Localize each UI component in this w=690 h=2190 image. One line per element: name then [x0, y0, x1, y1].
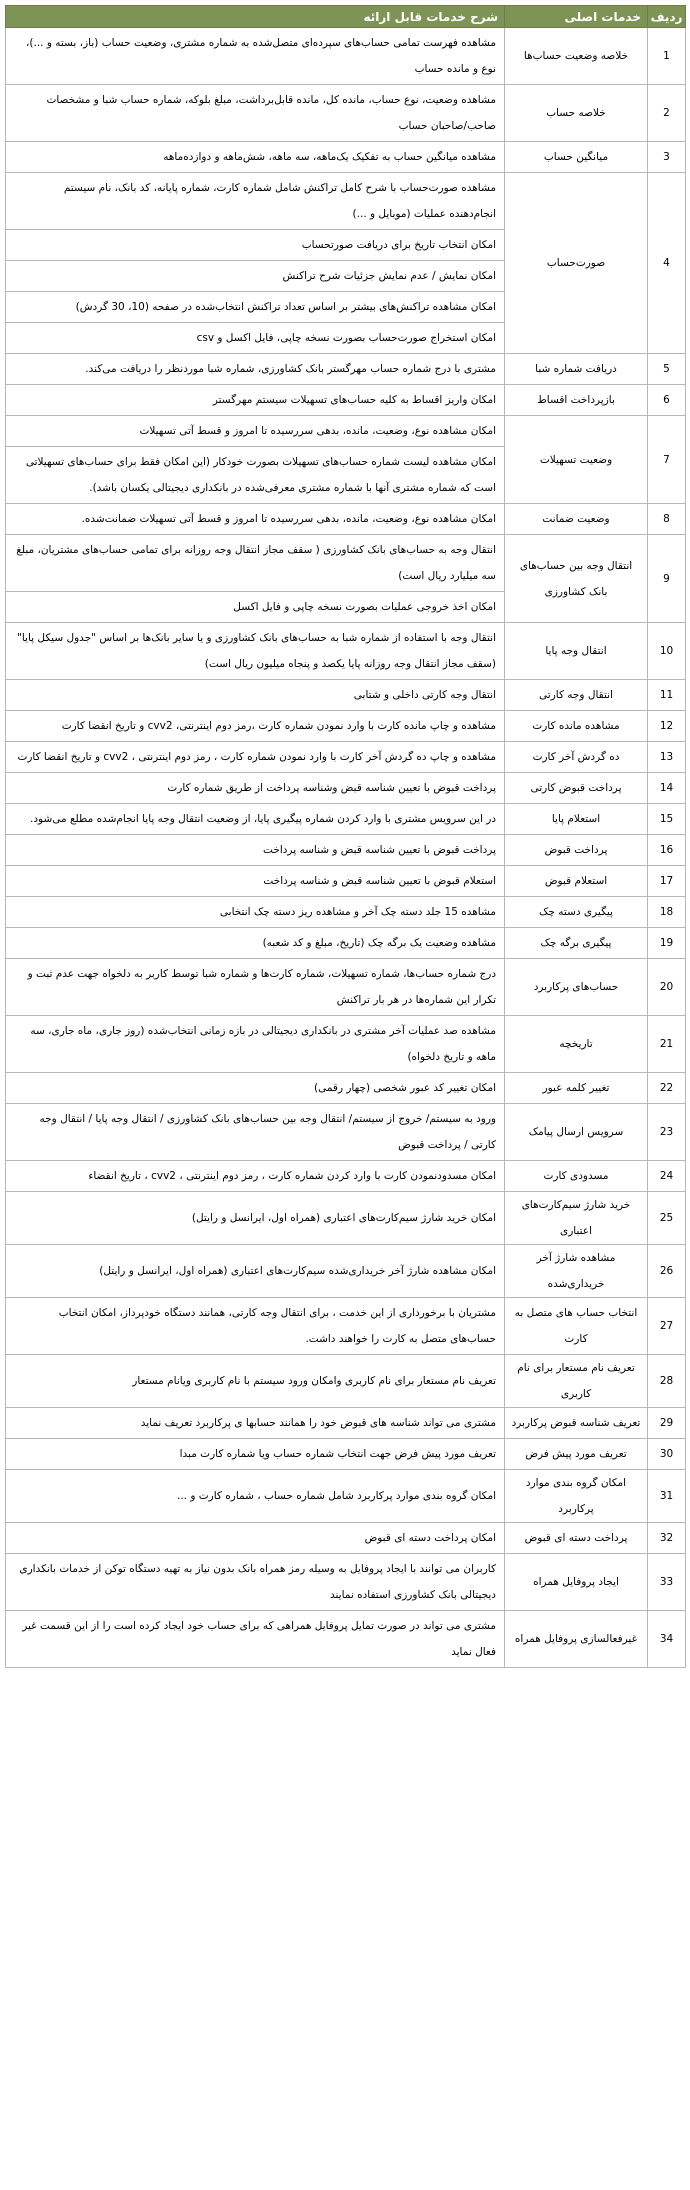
service-name: تغییر کلمه عبور: [505, 1073, 648, 1104]
table-row: [6, 173, 686, 230]
service-description: مشاهده فهرست تمامی حساب‌های سپرده‌ای متصل‌شده به شماره مشتری، وضعیت حساب (باز، بسته و ...)، نوع و مانده حساب: [6, 28, 505, 85]
table-row: [6, 504, 686, 535]
table-row: [6, 680, 686, 711]
service-description: مشاهده 15 جلد دسته چک آخر و مشاهده ریز دسته چک انتخابی: [6, 897, 505, 928]
service-description: مشاهده و چاپ مانده کارت با وارد نمودن شماره کارت ،رمز دوم اینترنتی، cvv2 و تاریخ انقضا کارت: [6, 711, 505, 742]
row-index: 2: [648, 85, 686, 142]
service-description: درج شماره حساب‌ها، شماره تسهیلات، شماره کارت‌ها و شماره شبا توسط کاربر به دلخواه جهت عدم ثبت و تکرار این شماره‌ها در هر بار تراکنش: [6, 959, 505, 1016]
service-description: مشاهده صورت‌حساب با شرح کامل تراکنش شامل شماره کارت، شماره پایانه، کد بانک، نام سیستم انجام‌دهنده عملیات (موبایل و ...): [6, 173, 505, 230]
service-name: دریافت شماره شبا: [505, 354, 648, 385]
row-index: 7: [648, 416, 686, 504]
service-description: انتقال وجه کارتی داخلی و شتابی: [6, 680, 505, 711]
service-description: امکان انتخاب تاریخ برای دریافت صورتحساب: [6, 230, 505, 261]
service-description: انتقال وجه به حساب‌های بانک کشاورزی ( سقف مجاز انتقال وجه روزانه برای تمامی حساب‌های مشتریان، مبلغ سه میلیارد ریال است): [6, 535, 505, 592]
service-name: وضعیت ضمانت: [505, 504, 648, 535]
table-row: [6, 142, 686, 173]
table-row: [6, 1470, 686, 1523]
service-description: امکان اخذ خروجی عملیات بصورت نسخه چاپی و فایل اکسل: [6, 592, 505, 623]
table-row: [6, 1355, 686, 1408]
table-body: [6, 28, 686, 1668]
service-description: پرداخت قبوض با تعیین شناسه قبض و شناسه پرداخت: [6, 835, 505, 866]
service-name: صورت‌حساب: [505, 173, 648, 354]
row-index: 25: [648, 1192, 686, 1245]
service-description: امکان مشاهده لیست شماره حساب‌های تسهیلات بصورت خودکار (این امکان فقط برای حساب‌های تسهیلاتی است که شماره مشتری آنها با شماره مشتری معرفی‌شده در بانکداری دیجیتالی یکسان باشد).: [6, 447, 505, 504]
service-name: حساب‌های پرکاربرد: [505, 959, 648, 1016]
service-name: وضعیت تسهیلات: [505, 416, 648, 504]
service-description: امکان پرداخت دسته ای قبوض: [6, 1523, 505, 1554]
row-index: 11: [648, 680, 686, 711]
service-description: مشاهده صد عملیات آخر مشتری در بانکداری دیجیتالی در بازه زمانی انتخاب‌شده (روز جاری، ماه جاری، سه ماهه و تاریخ دلخواه): [6, 1016, 505, 1073]
table-row: [6, 1161, 686, 1192]
row-index: 34: [648, 1611, 686, 1668]
service-name: خلاصه حساب: [505, 85, 648, 142]
service-name: ایجاد پروفایل همراه: [505, 1554, 648, 1611]
service-description: مشتری می تواند شناسه های قبوض خود را همانند حسابها ی پرکاربرد تعریف نماید: [6, 1408, 505, 1439]
row-index: 32: [648, 1523, 686, 1554]
row-index: 26: [648, 1245, 686, 1298]
service-description: مشاهده میانگین حساب به تفکیک یک‌ماهه، سه ماهه، شش‌ماهه و دوازده‌ماهه: [6, 142, 505, 173]
service-description: امکان مشاهده نوع، وضعیت، مانده، بدهی سررسیده تا امروز و قسط آتی تسهیلات ضمانت‌شده.: [6, 504, 505, 535]
service-name: انتقال وجه کارتی: [505, 680, 648, 711]
table-row: [6, 897, 686, 928]
header-index: ردیف: [648, 6, 686, 28]
service-name: استعلام پایا: [505, 804, 648, 835]
table-row: [6, 1073, 686, 1104]
row-index: 12: [648, 711, 686, 742]
row-index: 23: [648, 1104, 686, 1161]
row-index: 31: [648, 1470, 686, 1523]
service-description: در این سرویس مشتری با وارد کردن شماره پیگیری پایا، از وضعیت انتقال وجه پایا انجام‌شده مطلع می‌شود.: [6, 804, 505, 835]
table-row: [6, 742, 686, 773]
service-name: تاریخچه: [505, 1016, 648, 1073]
service-name: پرداخت دسته ای قبوض: [505, 1523, 648, 1554]
row-index: 21: [648, 1016, 686, 1073]
service-description: تعریف نام مستعار برای نام کاربری وامکان ورود سیستم با نام کاربری ویانام مستعار: [6, 1355, 505, 1408]
table-row: [6, 1523, 686, 1554]
table-row: [6, 1104, 686, 1161]
row-index: 13: [648, 742, 686, 773]
table-row: [6, 1611, 686, 1668]
service-description: امکان گروه بندی موارد پرکاربرد شامل شماره حساب ، شماره کارت و ...: [6, 1470, 505, 1523]
table-row: [6, 1192, 686, 1245]
row-index: 18: [648, 897, 686, 928]
service-description: پرداخت قبوض با تعیین شناسه قبض وشناسه پرداخت از طریق شماره کارت: [6, 773, 505, 804]
service-description: مشتریان با برخورداری از این خدمت ، برای انتقال وجه کارتی، همانند دستگاه خودپرداز، امکان انتخاب حساب‌های متصل به کارت را خواهند داشت.: [6, 1298, 505, 1355]
row-index: 1: [648, 28, 686, 85]
service-name: مسدودی کارت: [505, 1161, 648, 1192]
row-index: 16: [648, 835, 686, 866]
service-description: مشاهده وضعیت یک برگه چک (تاریخ، مبلغ و کد شعبه): [6, 928, 505, 959]
row-index: 4: [648, 173, 686, 354]
table-row: [6, 28, 686, 85]
table-row: [6, 1016, 686, 1073]
service-description: امکان مشاهده نوع، وضعیت، مانده، بدهی سررسیده تا امروز و قسط آتی تسهیلات: [6, 416, 505, 447]
row-index: 20: [648, 959, 686, 1016]
service-description: امکان مشاهده شارژ آخر خریداری‌شده سیم‌کارت‌های اعتباری (همراه اول، ایرانسل و رایتل): [6, 1245, 505, 1298]
service-name: خلاصه وضعیت حساب‌ها: [505, 28, 648, 85]
table-row: [6, 1554, 686, 1611]
service-name: مشاهده شارژ آخر خریداری‌شده: [505, 1245, 648, 1298]
service-description: امکان تغییر کد عبور شخصی (چهار رقمی): [6, 1073, 505, 1104]
table-row: [6, 711, 686, 742]
table-row: [6, 623, 686, 680]
service-name: انتقال وجه بین حساب‌های بانک کشاورزی: [505, 535, 648, 623]
service-name: پیگیری برگه چک: [505, 928, 648, 959]
table-row: [6, 354, 686, 385]
table-row: [6, 835, 686, 866]
service-name: پرداخت قبوض کارتی: [505, 773, 648, 804]
service-description: کاربران می توانند با ایجاد پروفایل به وسیله رمز همراه بانک بدون نیاز به تهیه دستگاه توکن از خدمات بانکداری دیجیتالی بانک کشاورزی استفاده نمایند: [6, 1554, 505, 1611]
service-name: غیرفعالسازی پروفایل همراه: [505, 1611, 648, 1668]
service-name: انتقال وجه پایا: [505, 623, 648, 680]
service-description: امکان مشاهده تراکنش‌های بیشتر بر اساس تعداد تراکنش انتخاب‌شده در صفحه (10، 30 گردش): [6, 292, 505, 323]
table-row: [6, 385, 686, 416]
table-row: [6, 1439, 686, 1470]
service-name: تعریف نام مستعار برای نام کاربری: [505, 1355, 648, 1408]
row-index: 8: [648, 504, 686, 535]
table-row: [6, 85, 686, 142]
service-description: مشاهده وضعیت، نوع حساب، مانده کل، مانده قابل‌برداشت، مبلغ بلوکه، شماره حساب شبا و مشخصات صاحب/صاحبان حساب: [6, 85, 505, 142]
services-table: [5, 5, 686, 1668]
service-description: امکان نمایش / عدم نمایش جزئیات شرح تراکنش: [6, 261, 505, 292]
service-name: پیگیری دسته چک: [505, 897, 648, 928]
row-index: 30: [648, 1439, 686, 1470]
row-index: 17: [648, 866, 686, 897]
row-index: 19: [648, 928, 686, 959]
row-index: 22: [648, 1073, 686, 1104]
table-row: [6, 959, 686, 1016]
row-index: 28: [648, 1355, 686, 1408]
service-name: میانگین حساب: [505, 142, 648, 173]
service-name: انتخاب حساب های متصل به کارت: [505, 1298, 648, 1355]
row-index: 3: [648, 142, 686, 173]
row-index: 14: [648, 773, 686, 804]
row-index: 29: [648, 1408, 686, 1439]
row-index: 5: [648, 354, 686, 385]
table-row: [6, 773, 686, 804]
table-header-row: [6, 6, 686, 28]
service-name: تعریف شناسه قبوض پرکاربرد: [505, 1408, 648, 1439]
service-description: امکان استخراج صورت‌حساب بصورت نسخه چاپی، فایل اکسل و csv: [6, 323, 505, 354]
table-row: [6, 416, 686, 447]
header-service: خدمات اصلی: [505, 6, 648, 28]
table-row: [6, 928, 686, 959]
service-name: سرویس ارسال پیامک: [505, 1104, 648, 1161]
service-name: امکان گروه بندی موارد پرکاربرد: [505, 1470, 648, 1523]
service-description: تعریف مورد پیش فرض جهت انتخاب شماره حساب ویا شماره کارت مبدا: [6, 1439, 505, 1470]
table-row: [6, 1298, 686, 1355]
row-index: 10: [648, 623, 686, 680]
service-description: ورود به سیستم/ خروج از سیستم/ انتقال وجه بین حساب‌های بانک کشاورزی / انتقال وجه پایا / انتقال وجه کارتی / پرداخت قبوض: [6, 1104, 505, 1161]
row-index: 24: [648, 1161, 686, 1192]
services-document: [5, 5, 685, 1668]
service-name: ده گردش آخر کارت: [505, 742, 648, 773]
service-description: استعلام قبوض با تعیین شناسه قبض و شناسه پرداخت: [6, 866, 505, 897]
row-index: 33: [648, 1554, 686, 1611]
service-description: امکان مسدودنمودن کارت با وارد کردن شماره کارت ، رمز دوم اینترنتی ، cvv2 ، تاریخ انقضاء: [6, 1161, 505, 1192]
service-description: مشتری با درج شماره حساب مهرگستر بانک کشاورزی، شماره شبا موردنظر را دریافت می‌کند.: [6, 354, 505, 385]
service-name: خرید شارژ سیم‌کارت‌های اعتباری: [505, 1192, 648, 1245]
row-index: 9: [648, 535, 686, 623]
table-row: [6, 866, 686, 897]
service-description: انتقال وجه با استفاده از شماره شبا به حساب‌های بانک کشاورزی و یا سایر بانک‌ها بر اساس "جدول سیکل پایا" (سقف مجاز انتقال وجه روزانه پایا یکصد و پنجاه میلیون ریال است): [6, 623, 505, 680]
table-row: [6, 804, 686, 835]
service-description: مشتری می تواند در صورت تمایل پروفایل همراهی که برای حساب خود ایجاد کرده است را از این قسمت غیر فعال نماید: [6, 1611, 505, 1668]
service-description: امکان واریز اقساط به کلیه حساب‌های تسهیلات سیستم مهرگستر: [6, 385, 505, 416]
service-name: مشاهده مانده کارت: [505, 711, 648, 742]
row-index: 6: [648, 385, 686, 416]
service-name: استعلام قبوض: [505, 866, 648, 897]
service-name: بازپرداخت اقساط: [505, 385, 648, 416]
row-index: 27: [648, 1298, 686, 1355]
row-index: 15: [648, 804, 686, 835]
service-description: امکان خرید شارژ سیم‌کارت‌های اعتباری (همراه اول، ایرانسل و رایتل): [6, 1192, 505, 1245]
service-description: مشاهده و چاپ ده گردش آخر کارت با وارد نمودن شماره کارت ، رمز دوم اینترنتی ، cvv2 و تاریخ انقضا کارت: [6, 742, 505, 773]
table-row: [6, 535, 686, 592]
service-name: تعریف مورد پیش فرض: [505, 1439, 648, 1470]
service-name: پرداخت قبوض: [505, 835, 648, 866]
table-row: [6, 1408, 686, 1439]
table-row: [6, 1245, 686, 1298]
header-description: شرح خدمات قابل ارائه: [6, 6, 505, 28]
